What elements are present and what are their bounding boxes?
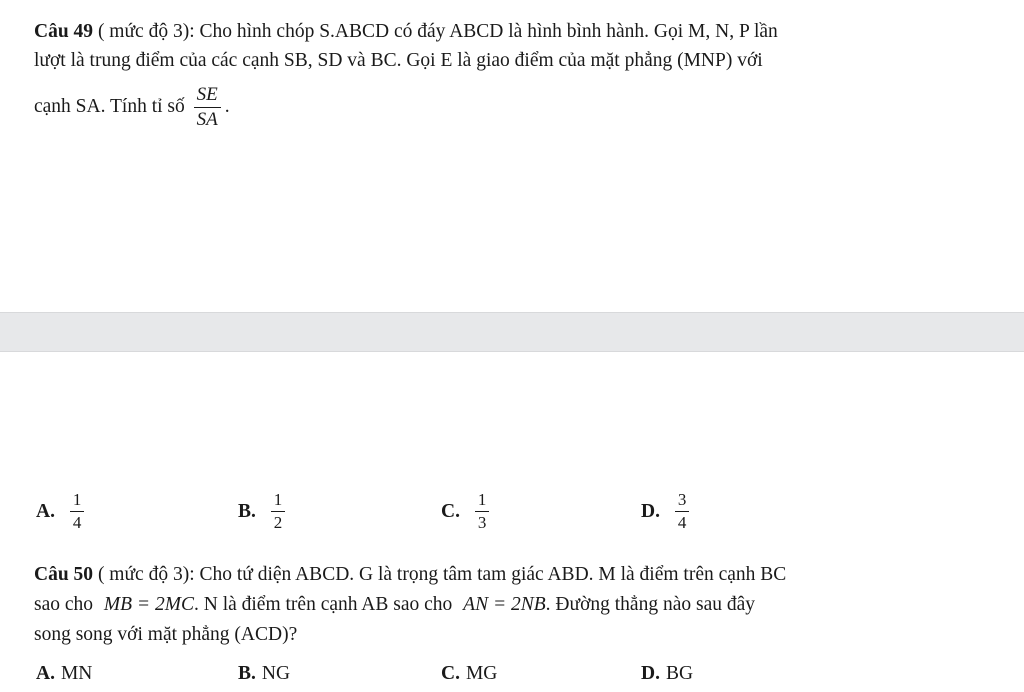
choice-text: MN bbox=[60, 662, 93, 684]
q50-text-2c: . Đường thẳng nào sau đây bbox=[545, 594, 756, 615]
q49-ratio-denominator: SA bbox=[196, 109, 218, 131]
q49-ratio-numerator: SE bbox=[194, 84, 221, 108]
choice-label: B. bbox=[238, 500, 256, 522]
q50-level: ( mức độ 3): bbox=[93, 564, 200, 585]
choice-text: NG bbox=[261, 662, 291, 684]
q50-choice-d[interactable] bbox=[641, 662, 693, 685]
choice-label: C. bbox=[441, 662, 460, 684]
choice-label: B. bbox=[238, 662, 256, 684]
q50-text-2a: sao cho bbox=[34, 594, 94, 615]
fraction-numerator: 3 bbox=[675, 490, 690, 512]
q50-math-1: MB = 2MC bbox=[103, 594, 194, 615]
page-separator bbox=[0, 312, 1024, 352]
fraction-denominator: 3 bbox=[477, 513, 487, 532]
q50-choice-c[interactable] bbox=[441, 662, 497, 685]
choice-label: C. bbox=[441, 500, 460, 522]
q49-choice-a[interactable] bbox=[36, 490, 88, 533]
q50-text-2b: . N là điểm trên cạnh AB sao cho bbox=[193, 594, 453, 615]
q49-ratio-fraction bbox=[194, 84, 221, 131]
q49-label: Câu 49 bbox=[34, 21, 94, 42]
fraction-denominator: 4 bbox=[677, 513, 687, 532]
q50-choice-b[interactable] bbox=[238, 662, 290, 685]
document-page-bottom bbox=[0, 352, 1024, 692]
q49-choice-c[interactable] bbox=[441, 490, 493, 533]
choice-text: BG bbox=[665, 662, 694, 684]
q49-line-3 bbox=[34, 82, 230, 132]
fraction-denominator: 2 bbox=[273, 513, 283, 532]
choice-fraction bbox=[271, 490, 286, 533]
q50-math-2: AN = 2NB bbox=[463, 594, 546, 615]
q49-line-1 bbox=[34, 20, 778, 44]
q50-line-3: song song với mặt phẳng (ACD)? bbox=[34, 624, 298, 645]
choice-label: A. bbox=[36, 500, 55, 522]
choice-fraction bbox=[675, 490, 690, 533]
q50-line-1 bbox=[34, 563, 786, 587]
fraction-denominator: 4 bbox=[72, 513, 82, 532]
choice-fraction bbox=[70, 490, 85, 533]
q50-label: Câu 50 bbox=[34, 564, 94, 585]
choice-label: A. bbox=[36, 662, 55, 684]
choice-label: D. bbox=[641, 500, 660, 522]
fraction-numerator: 1 bbox=[271, 490, 286, 512]
q50-text-1: Cho tứ diện ABCD. G là trọng tâm tam giác ABD. M là điểm trên cạnh BC bbox=[199, 564, 787, 585]
q50-line-2 bbox=[34, 593, 755, 617]
q50-choice-a[interactable] bbox=[36, 662, 92, 685]
q49-choice-d[interactable] bbox=[641, 490, 693, 533]
choice-text: MG bbox=[465, 662, 498, 684]
q49-line-2: lượt là trung điểm của các cạnh SB, SD và BC. Gọi E là giao điểm của mặt phẳng (MNP) với bbox=[34, 50, 763, 71]
q49-text-1: Cho hình chóp S.ABCD có đáy ABCD là hình bình hành. Gọi M, N, P lần bbox=[199, 21, 778, 42]
choice-fraction bbox=[475, 490, 490, 533]
document-page-top bbox=[0, 0, 1024, 312]
q49-choice-b[interactable] bbox=[238, 490, 289, 533]
fraction-numerator: 1 bbox=[475, 490, 490, 512]
q49-text-3-end: . bbox=[224, 96, 230, 117]
q49-text-3: cạnh SA. Tính tỉ số bbox=[34, 96, 185, 117]
q49-level: ( mức độ 3): bbox=[93, 21, 200, 42]
choice-label: D. bbox=[641, 662, 660, 684]
fraction-numerator: 1 bbox=[70, 490, 85, 512]
